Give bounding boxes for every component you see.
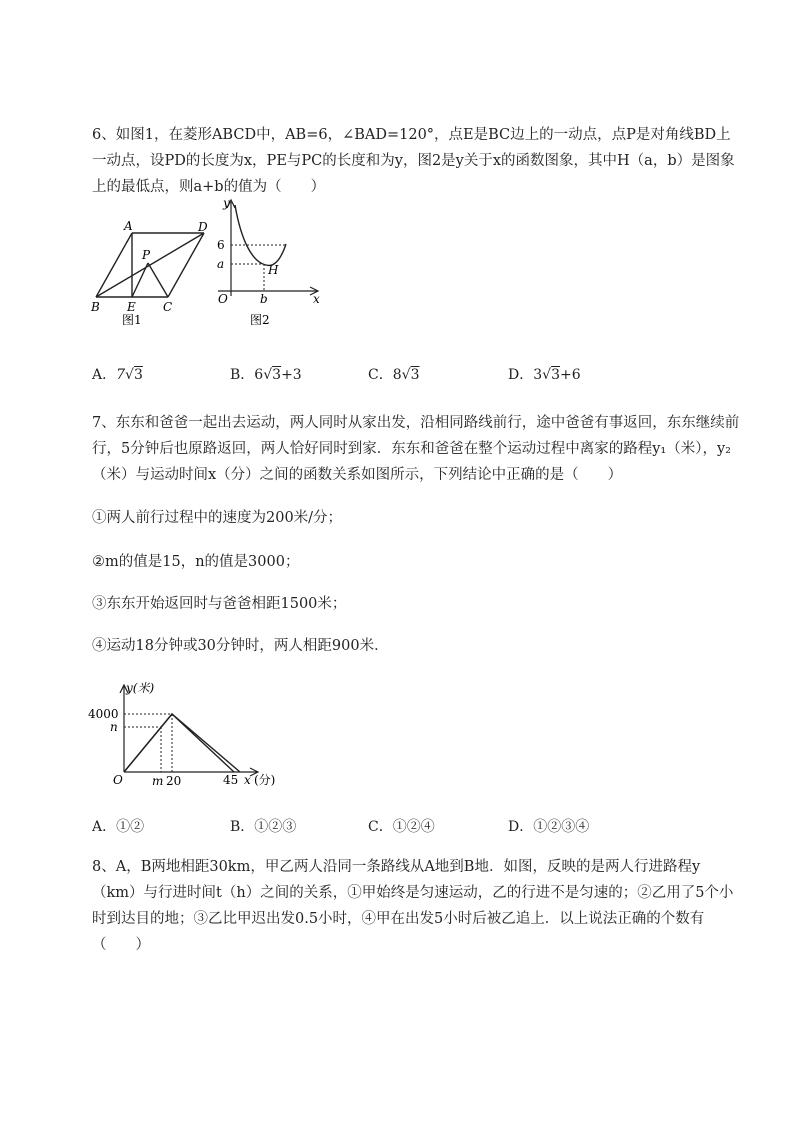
question-6-text: 6、如图1，在菱形ABCD中，AB=6，∠BAD=120°，点E是BC边上的一动点，点P是对角线BD上一动点，设PD的长度为x，PE与PC的长度和为y，图2是y关于x的函数图象，其中H（a，b）是图象上的最低点，则a+b的值为（ ） xyxy=(92,127,735,195)
q6-option-a xyxy=(92,364,143,384)
sqrt-symbol: √ xyxy=(542,367,552,383)
q7-label-m: m xyxy=(152,774,164,788)
q7-label-45: 45 xyxy=(223,773,239,787)
q6-option-c-radical: 3 xyxy=(410,367,420,383)
question-6-figure-2 xyxy=(206,192,336,332)
q7-label-y: y(米) xyxy=(126,681,155,695)
fig2-label-y: y xyxy=(223,196,230,210)
segment-ep xyxy=(132,263,148,297)
fig2-label-o: O xyxy=(218,292,228,306)
question-6-figure-1 xyxy=(86,218,226,328)
q7-statement-3: ③东东开始返回时与爸爸相距1500米； xyxy=(92,596,347,612)
q7-label-20: 20 xyxy=(166,774,182,788)
rhombus-edge-cd xyxy=(168,233,204,297)
question-8-text: 8、A，B两地相距30km，甲乙两人沿同一条路线从A地到B地．如图，反映的是两人行进路程y（km）与行进时间t（h）之间的关系，①甲始终是匀速运动，乙的行进不是匀速的；②乙用了5个小时到达目的地；③乙比甲迟出发0.5小时，④甲在出发5小时后被乙追上．以上说法正确的个数有（ ） xyxy=(92,859,734,953)
figure-1-caption: 图1 xyxy=(122,313,142,327)
q6-option-d-radical: 3 xyxy=(551,367,560,383)
q6-option-a-letter: A． xyxy=(92,367,117,383)
sqrt-symbol: √ xyxy=(263,367,273,383)
rhombus-edge-ab xyxy=(96,233,132,297)
q7-option-b: B．①②③ xyxy=(230,819,297,835)
q7-label-o: O xyxy=(113,773,123,787)
q6-option-b-suffix: +3 xyxy=(281,367,302,383)
q6-option-d-letter: D． xyxy=(508,367,534,383)
label-a: A xyxy=(124,219,133,233)
q6-option-a-value: 7 xyxy=(116,367,126,383)
q6-option-b-value: 6 xyxy=(254,367,264,383)
fig2-label-x: x xyxy=(313,292,320,306)
label-b: B xyxy=(91,300,100,314)
q6-option-d xyxy=(508,364,581,384)
label-e: E xyxy=(127,300,136,314)
q6-option-d-suffix: +6 xyxy=(560,367,581,383)
fig2-label-h: H xyxy=(268,263,279,277)
q7-label-n: n xyxy=(110,720,118,734)
q6-option-b xyxy=(230,364,302,384)
label-d: D xyxy=(198,220,208,234)
figure-2-caption: 图2 xyxy=(250,313,270,327)
q7-label-x-unit: (分) xyxy=(254,773,276,787)
question-7-text: 7、东东和爸爸一起出去运动，两人同时从家出发，沿相同路线前行，途中爸爸有事返回，东东继续前行，5分钟后也原路返回，两人恰好同时到家．东东和爸爸在整个运动过程中离家的路程y₁（米），y₂（米）与运动时间x（分）之间的函数关系如图所示，下列结论中正确的是（ ） xyxy=(92,415,740,483)
q7-option-d: D．①②③④ xyxy=(508,819,590,835)
q6-option-b-radical: 3 xyxy=(272,367,282,383)
q7-statement-4: ④运动18分钟或30分钟时，两人相距900米． xyxy=(92,638,389,654)
fig2-label-6: 6 xyxy=(217,238,225,252)
q7-father-polyline xyxy=(124,714,234,772)
q6-option-c xyxy=(368,364,419,384)
q7-label-4000: 4000 xyxy=(88,707,119,721)
q7-statement-2: ②m的值是15，n的值是3000； xyxy=(92,554,300,570)
diagonal-bd xyxy=(96,233,204,297)
question-7-figure xyxy=(86,674,286,794)
q6-option-d-value: 3 xyxy=(533,367,543,383)
q7-dongdong-polyline xyxy=(124,714,240,772)
function-curve xyxy=(235,205,286,265)
q7-statement-1: ①两人前行过程中的速度为200米/分； xyxy=(92,510,343,526)
q7-option-a: A．①② xyxy=(92,819,145,835)
label-p: P xyxy=(142,248,151,262)
q7-option-c: C．①②④ xyxy=(368,819,435,835)
q6-option-a-radical: 3 xyxy=(133,367,143,383)
sqrt-symbol: √ xyxy=(401,367,411,383)
q6-option-c-letter: C． xyxy=(368,367,393,383)
label-c: C xyxy=(163,300,173,314)
q6-option-b-letter: B． xyxy=(230,367,255,383)
fig2-label-b: b xyxy=(260,292,268,306)
q6-option-c-value: 8 xyxy=(392,367,402,383)
segment-pc xyxy=(148,263,168,297)
fig2-label-a: a xyxy=(217,257,225,271)
q7-label-x: x xyxy=(244,773,251,787)
sqrt-symbol: √ xyxy=(125,367,134,383)
